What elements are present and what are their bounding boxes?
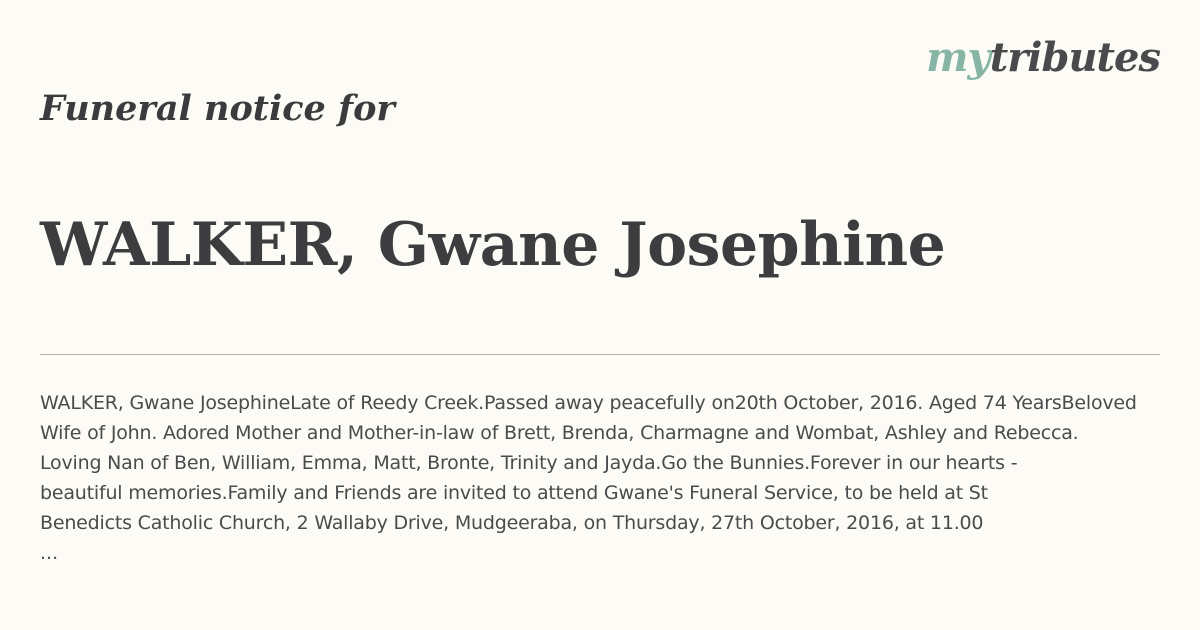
logo-my: my (926, 34, 990, 81)
notice-body (40, 388, 1190, 538)
notice-line: Loving Nan of Ben, William, Emma, Matt, Bronte, Trinity and Jayda.Go the Bunnies.Forever in our hearts - (40, 452, 1018, 474)
logo-tributes: tributes (989, 34, 1160, 81)
notice-line: beautiful memories.Family and Friends are invited to attend Gwane's Funeral Service, to be held at St (40, 482, 988, 504)
notice-line: WALKER, Gwane JosephineLate of Reedy Creek.Passed away peacefully on20th October, 2016. Aged 74 YearsBeloved (40, 392, 1137, 414)
notice-ellipsis: ... (40, 542, 59, 564)
notice-subtitle: Funeral notice for (40, 88, 395, 129)
deceased-name: WALKER, Gwane Josephine (40, 210, 946, 280)
mytributes-logo[interactable] (926, 34, 1160, 81)
notice-line: Benedicts Catholic Church, 2 Wallaby Drive, Mudgeeraba, on Thursday, 27th October, 2016, at 11.00 (40, 512, 984, 534)
notice-line: Wife of John. Adored Mother and Mother-in-law of Brett, Brenda, Charmagne and Wombat, Ashley and Rebecca. (40, 422, 1079, 444)
divider (40, 354, 1160, 355)
